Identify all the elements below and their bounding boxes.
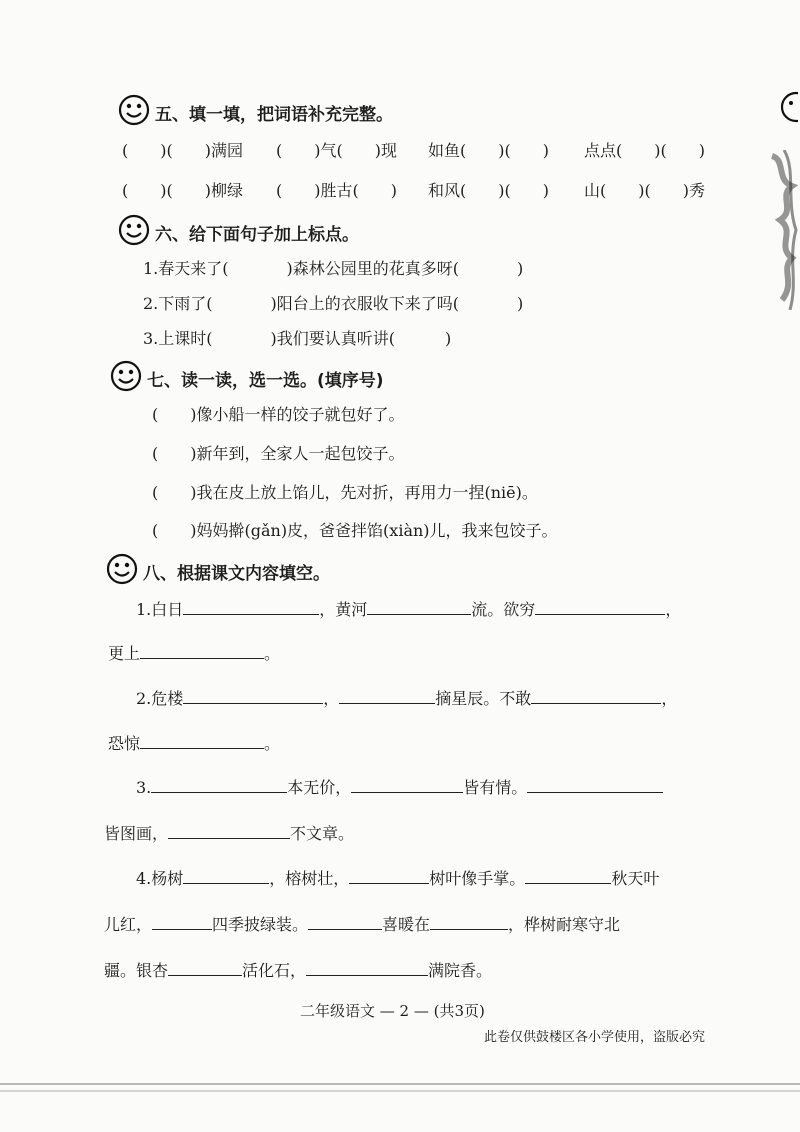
line-text: 摘星辰。不敢: [435, 689, 532, 708]
smiley-icon: [106, 553, 138, 585]
idiom-item: ( )胜古( ): [276, 181, 397, 200]
smiley-icon: [110, 360, 142, 392]
punctuation-sentence: [143, 256, 523, 279]
sentence-text: )阳台上的衣服收下来了吗(: [270, 294, 460, 313]
line-text: 2.危楼: [136, 689, 184, 708]
section-six-title: 六、给下面句子加上标点。: [155, 225, 359, 245]
line-text: ，: [661, 689, 678, 708]
sentence-text: ): [445, 329, 452, 348]
idiom-item: ( )( )柳绿: [122, 181, 243, 200]
ordering-item: ( )我在皮上放上馅儿，先对折，再用力一捏(niē)。: [152, 483, 538, 502]
fill-line: [136, 775, 663, 798]
line-text: 皆图画，: [104, 824, 169, 843]
ordering-item: ( )像小船一样的饺子就包好了。: [152, 405, 405, 424]
line-text: 。: [264, 644, 281, 663]
idiom-item: 如鱼( )( ): [428, 141, 549, 160]
line-text: ，: [665, 600, 682, 619]
ordering-item: ( )新年到，全家人一起包饺子。: [152, 444, 405, 463]
line-text: 疆。银杏: [104, 961, 169, 980]
line-text: 流。欲穷: [471, 600, 536, 619]
smiley-icon: [118, 94, 150, 126]
line-text: 本无价，: [287, 778, 352, 797]
line-text: ，黄河: [319, 600, 368, 619]
smiley-partial-icon: [776, 90, 798, 124]
fill-line: [104, 821, 354, 844]
line-text: ，: [323, 689, 340, 708]
edge-decoration-icon: [766, 150, 800, 310]
sentence-text: 2.下雨了(: [143, 294, 213, 313]
page-number: 二年级语文 — 2 — (共3页): [300, 1002, 485, 1020]
line-text: 3.: [136, 778, 152, 797]
line-text: 儿红，: [104, 915, 153, 934]
idiom-item: ( )气( )现: [276, 141, 397, 160]
scan-line: [0, 1083, 800, 1085]
fill-line: [104, 912, 620, 935]
line-text: ，榕树壮，: [269, 869, 350, 888]
line-text: 更上: [108, 644, 141, 663]
ordering-item: ( )妈妈擀(gǎn)皮，爸爸拌馅(xiàn)儿，我来包饺子。: [152, 521, 558, 540]
sentence-text: )森林公园里的花真多呀(: [286, 259, 460, 278]
section-seven-title: 七、读一读，选一选。(填序号): [147, 371, 384, 391]
punctuation-sentence: [143, 326, 451, 349]
line-text: 1.白日: [136, 600, 184, 619]
line-text: 四季披绿装。: [212, 915, 309, 934]
sentence-text: ): [517, 294, 524, 313]
fill-line: [104, 958, 492, 981]
section-eight-title: 八、根据课文内容填空。: [143, 564, 330, 584]
line-text: ，桦树耐寒守北: [508, 915, 621, 934]
fill-line: [136, 686, 677, 709]
punctuation-sentence: [143, 291, 523, 314]
sentence-text: )我们要认真听讲(: [270, 329, 396, 348]
line-text: 恐惊: [108, 734, 141, 753]
line-text: 树叶像手掌。: [429, 869, 526, 888]
line-text: 皆有情。: [463, 778, 528, 797]
line-text: 喜暖在: [382, 915, 431, 934]
fill-line: [108, 731, 280, 754]
sentence-text: ): [517, 259, 524, 278]
line-text: 活化石，: [242, 961, 307, 980]
idiom-item: ( )( )满园: [122, 141, 243, 160]
idiom-item: 和风( )( ): [428, 181, 549, 200]
fill-line: [136, 597, 681, 620]
fill-line: [136, 866, 659, 889]
line-text: 4.杨树: [136, 869, 184, 888]
copyright-note: 此卷仅供鼓楼区各小学使用，盗版必究: [484, 1030, 706, 1045]
section-five-title: 五、填一填，把词语补充完整。: [155, 105, 393, 125]
line-text: 秋天叶: [611, 869, 660, 888]
line-text: 不文章。: [290, 824, 355, 843]
sentence-text: 3.上课时(: [143, 329, 213, 348]
scan-line: [0, 1090, 800, 1092]
sentence-text: 1.春天来了(: [143, 259, 229, 278]
fill-line: [108, 641, 280, 664]
smiley-icon: [118, 214, 150, 246]
line-text: 满院香。: [428, 961, 493, 980]
idiom-item: 山( )( )秀: [584, 181, 705, 200]
idiom-item: 点点( )( ): [584, 141, 705, 160]
line-text: 。: [264, 734, 281, 753]
